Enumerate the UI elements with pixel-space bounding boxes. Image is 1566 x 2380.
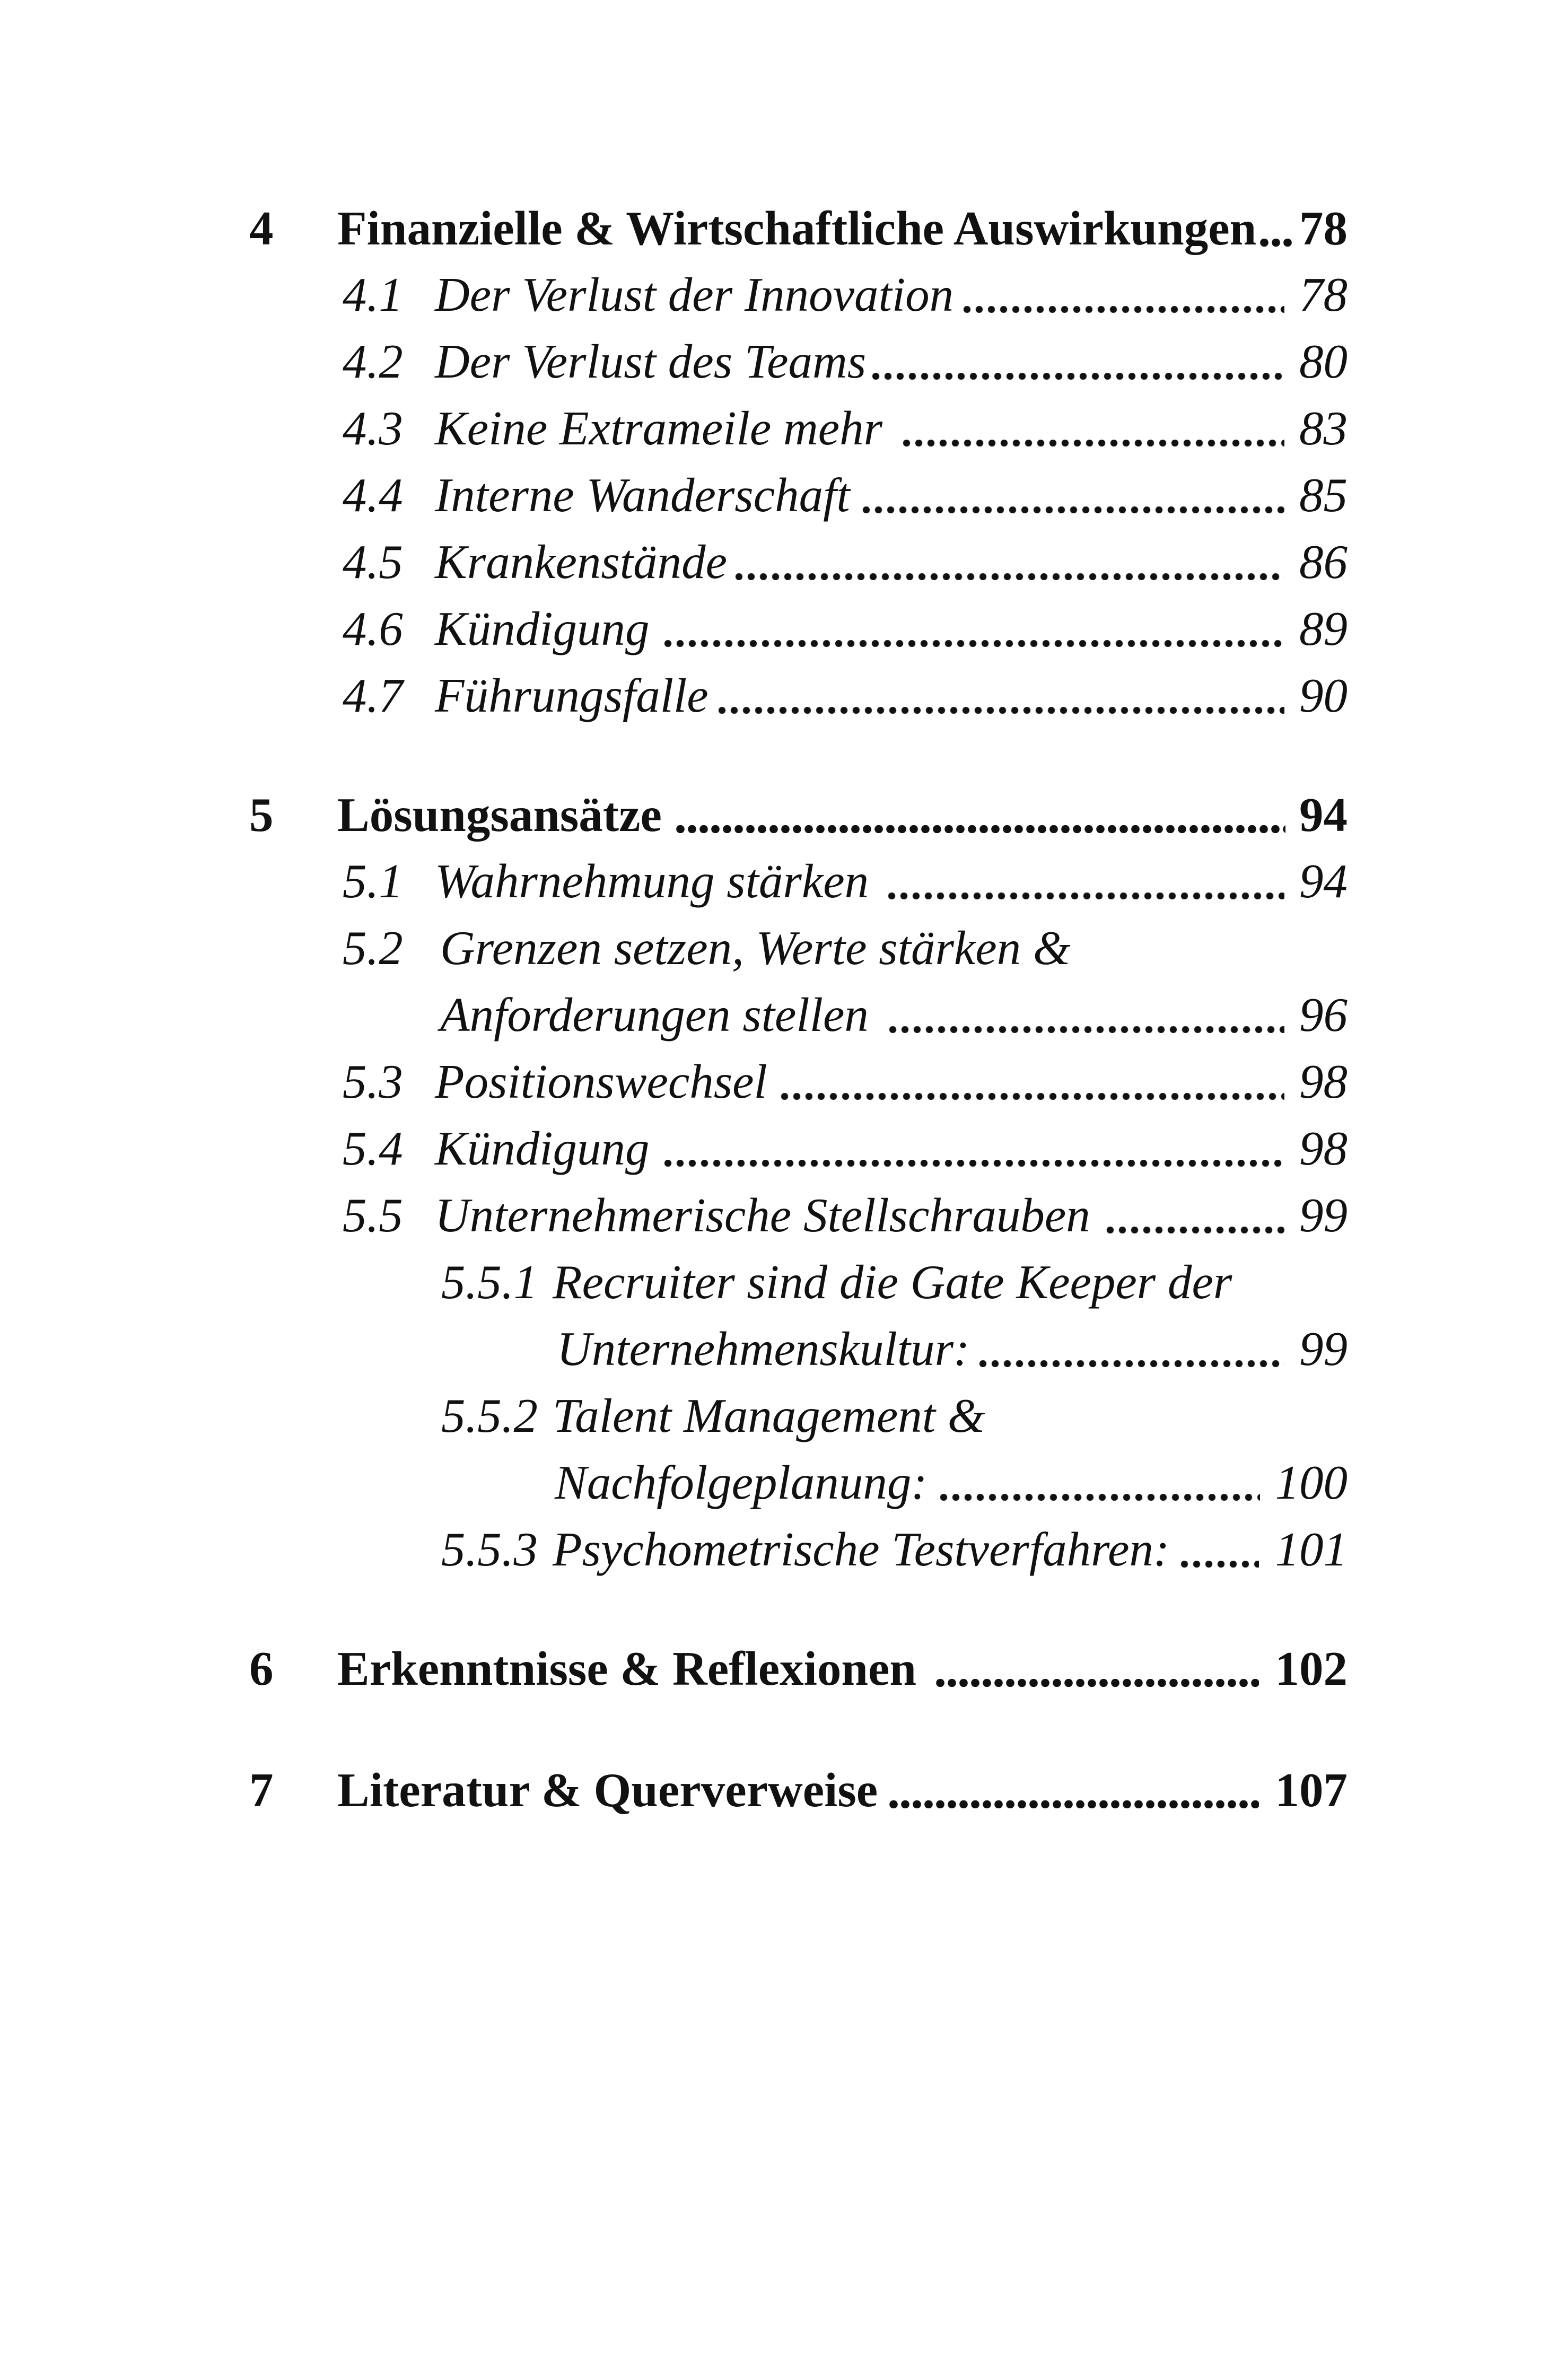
toc-number: 4.5: [343, 535, 403, 589]
dot-leader: [870, 327, 1284, 396]
toc-page-number: 78: [1299, 202, 1348, 255]
toc-page-number: 99: [1299, 1322, 1348, 1376]
toc-title: Kündigung: [435, 1122, 650, 1175]
dot-leader: [886, 847, 1284, 916]
toc-page-number: 98: [1299, 1122, 1348, 1175]
toc-number: 4.4: [343, 468, 403, 522]
toc-number: 5.5.2: [441, 1389, 538, 1442]
toc-entry-5-5-2-continued[interactable]: [0, 1448, 1566, 1517]
toc-entry-5-5-2[interactable]: [0, 1381, 1566, 1450]
toc-entry-chapter-5[interactable]: [0, 781, 1566, 850]
dot-leader: [1104, 1181, 1284, 1250]
toc-title: Finanzielle & Wirtschaftliche Auswirkungen: [337, 202, 1257, 255]
toc-page-number: 83: [1299, 401, 1348, 455]
toc-entry-chapter-6[interactable]: [0, 1634, 1566, 1703]
toc-page-number: 107: [1275, 1763, 1348, 1817]
toc-entry-4-6[interactable]: [0, 594, 1566, 663]
dot-leader: [1258, 194, 1294, 263]
toc-page-number: 78: [1299, 268, 1348, 321]
toc-title: Krankenstände: [435, 535, 727, 589]
toc-entry-5-1[interactable]: [0, 847, 1566, 916]
dot-leader: [887, 981, 1284, 1049]
toc-number: 4.7: [343, 669, 403, 722]
toc-title: Nachfolgeplanung:: [555, 1456, 928, 1509]
toc-entry-5-3[interactable]: [0, 1047, 1566, 1116]
toc-number: 4.2: [343, 335, 403, 388]
dot-leader: [662, 1114, 1284, 1183]
toc-title: Psychometrische Testverfahren:: [553, 1522, 1170, 1576]
toc-title: Recruiter sind die Gate Keeper der: [553, 1255, 1232, 1309]
toc-title: Wahrnehmung stärken: [435, 854, 869, 908]
toc-number: 5.3: [343, 1055, 403, 1108]
toc-page-number: 100: [1275, 1456, 1348, 1509]
toc-entry-5-2-continued[interactable]: [0, 981, 1566, 1049]
toc-page-number: 102: [1275, 1642, 1348, 1695]
toc-number: 5: [249, 788, 274, 842]
toc-number: 7: [249, 1763, 274, 1817]
toc-page-number: 90: [1299, 669, 1348, 722]
toc-number: 6: [249, 1642, 274, 1695]
dot-leader: [860, 461, 1284, 530]
toc-title: Führungsfalle: [435, 669, 708, 722]
dot-leader: [888, 1756, 1259, 1825]
toc-entry-5-5[interactable]: [0, 1181, 1566, 1250]
toc-title: Literatur & Querverweise: [337, 1763, 878, 1817]
toc-page-number: 99: [1299, 1188, 1348, 1242]
toc-title: Der Verlust des Teams: [435, 335, 867, 388]
toc-title: Grenzen setzen, Werte stärken &: [440, 921, 1071, 975]
toc-entry-5-5-1[interactable]: [0, 1248, 1566, 1317]
toc-title: Unternehmerische Stellschrauben: [435, 1188, 1090, 1242]
toc-title: Keine Extrameile mehr: [435, 401, 883, 455]
toc-page-number: 85: [1299, 468, 1348, 522]
toc-entry-chapter-7[interactable]: [0, 1756, 1566, 1825]
toc-title: Interne Wanderschaft: [435, 468, 850, 522]
toc-number: 4.6: [343, 602, 403, 655]
toc-entry-5-4[interactable]: [0, 1114, 1566, 1183]
toc-page-number: 96: [1299, 988, 1348, 1042]
dot-leader: [675, 781, 1285, 850]
toc-number: 4: [249, 202, 274, 255]
dot-leader: [1178, 1515, 1259, 1584]
toc-title: Lösungsansätze: [337, 788, 662, 842]
dot-leader: [938, 1448, 1260, 1517]
dot-leader: [733, 528, 1284, 597]
toc-number: 5.2: [343, 921, 403, 975]
dot-leader: [961, 260, 1284, 329]
toc-title: Der Verlust der Innovation: [435, 268, 954, 321]
toc-number: 5.4: [343, 1122, 403, 1175]
toc-number: 4.3: [343, 401, 403, 455]
toc-number: 5.1: [343, 854, 403, 908]
toc-number: 5.5: [343, 1188, 403, 1242]
toc-number: 4.1: [343, 268, 403, 321]
dot-leader: [778, 1047, 1284, 1116]
toc-entry-5-5-3[interactable]: [0, 1515, 1566, 1584]
dot-leader: [900, 394, 1284, 463]
toc-entry-chapter-4[interactable]: [0, 194, 1566, 263]
toc-number: 5.5.3: [441, 1522, 538, 1576]
toc-entry-4-4[interactable]: [0, 461, 1566, 530]
toc-entry-4-5[interactable]: [0, 528, 1566, 597]
toc-page-number: 101: [1275, 1522, 1348, 1576]
toc-page-number: 80: [1299, 335, 1348, 388]
toc-page-number: 94: [1299, 854, 1348, 908]
dot-leader: [934, 1634, 1259, 1703]
toc-entry-5-5-1-continued[interactable]: [0, 1315, 1566, 1384]
toc-entry-4-2[interactable]: [0, 327, 1566, 396]
toc-page-number: 98: [1299, 1055, 1348, 1108]
toc-number: 5.5.1: [441, 1255, 538, 1309]
toc-entry-4-1[interactable]: [0, 260, 1566, 329]
toc-page-number: 89: [1299, 602, 1348, 655]
toc-entry-4-7[interactable]: [0, 661, 1566, 730]
toc-title: Talent Management &: [553, 1389, 985, 1442]
toc-entry-5-2[interactable]: [0, 914, 1566, 983]
toc-page-number: 94: [1299, 788, 1348, 842]
toc-title: Kündigung: [435, 602, 650, 655]
dot-leader: [662, 594, 1284, 663]
dot-leader: [716, 661, 1284, 730]
toc-title: Unternehmenskultur:: [557, 1322, 970, 1376]
toc-title: Anforderungen stellen: [440, 988, 869, 1042]
toc-page-number: 86: [1299, 535, 1348, 589]
toc-title: Positionswechsel: [435, 1055, 767, 1108]
dot-leader: [977, 1315, 1284, 1384]
toc-title: Erkenntnisse & Reflexionen: [337, 1642, 916, 1695]
toc-entry-4-3[interactable]: [0, 394, 1566, 463]
